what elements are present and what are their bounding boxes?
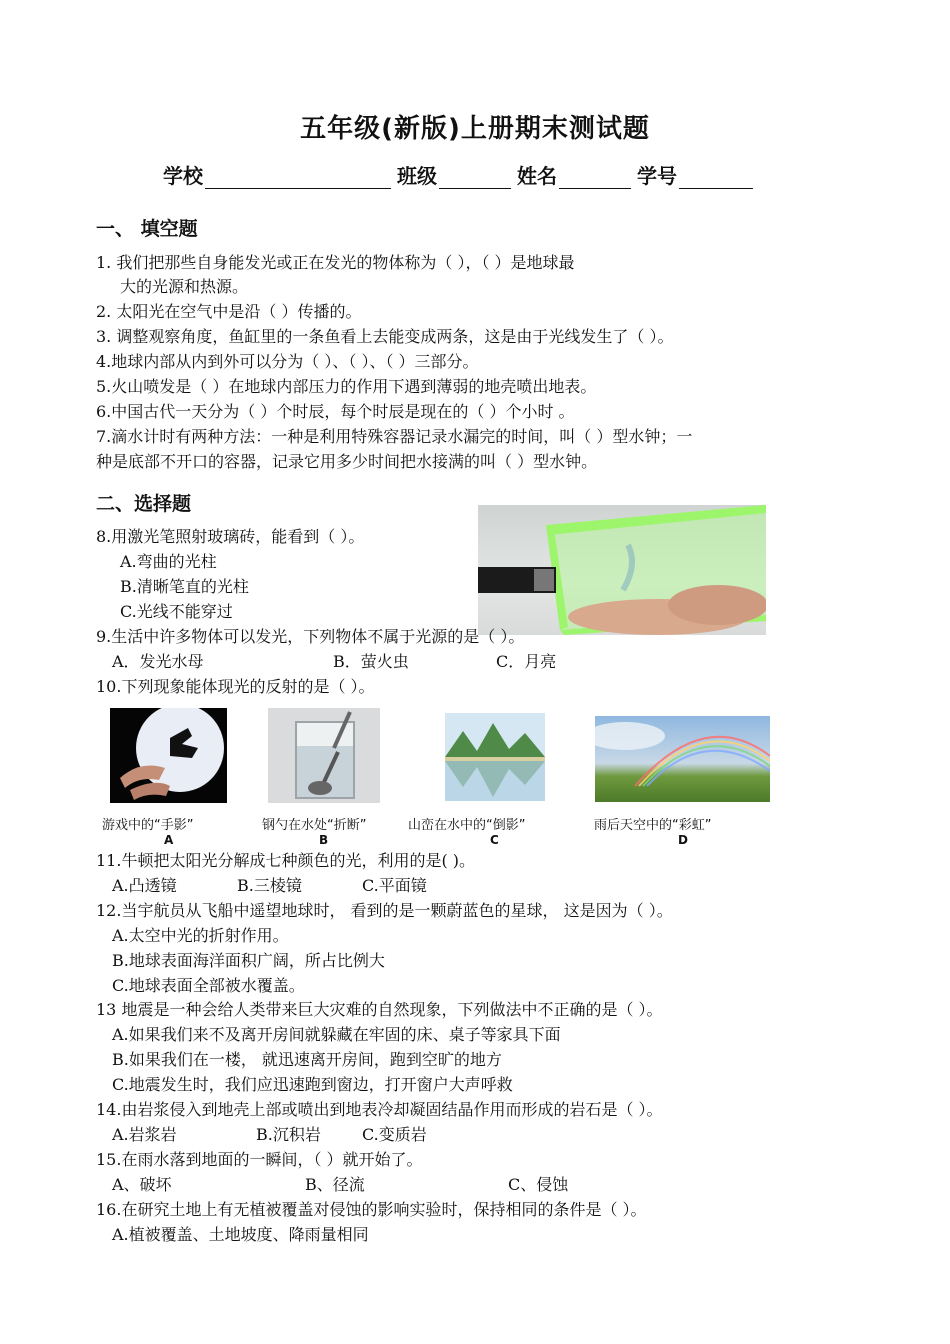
question-13-option-a[interactable]: A.如果我们来不及离开房间就躲藏在牢固的床、桌子等家具下面 (112, 1025, 561, 1044)
question-8-option-a[interactable]: A.弯曲的光柱 (120, 552, 217, 571)
laser-glass-photo (478, 505, 766, 635)
question-10: 10.下列现象能体现光的反射的是（ ）。 (96, 677, 375, 696)
class-label: 班级 (397, 164, 437, 188)
question-14-option-a[interactable]: A.岩浆岩 (112, 1125, 177, 1144)
caption-d: 雨后天空中的“彩虹” (594, 818, 712, 833)
question-9-option-c[interactable]: C．月亮 (496, 652, 557, 671)
mountain-reflection-photo (445, 713, 545, 801)
caption-a: 游戏中的“手影” (102, 818, 194, 833)
question-6: 6.中国古代一天分为（ ）个时辰，每个时辰是现在的（ ）个小时 。 (96, 402, 575, 421)
question-13: 13 地震是一种会给人类带来巨大灾难的自然现象，下列做法中不正确的是（ ）。 (96, 1000, 663, 1019)
question-12-option-c[interactable]: C.地球表面全部被水覆盖。 (112, 976, 305, 995)
caption-b: 钢勺在水处“折断” (262, 818, 367, 833)
hand-shadow-photo (110, 708, 227, 803)
question-15-option-a[interactable]: A、破坏 (112, 1175, 172, 1194)
question-13-option-c[interactable]: C.地震发生时，我们应迅速跑到窗边，打开窗户大声呼救 (112, 1075, 513, 1094)
question-11-option-a[interactable]: A.凸透镜 (112, 876, 177, 895)
number-label: 学号 (637, 164, 677, 188)
rainbow-photo (595, 716, 770, 802)
question-12: 12.当宇航员从飞船中遥望地球时， 看到的是一颗蔚蓝色的星球， 这是因为（ ）。 (96, 901, 673, 920)
question-16-option-a[interactable]: A.植被覆盖、土地坡度、降雨量相同 (112, 1225, 369, 1244)
question-7-line-1: 7.滴水计时有两种方法：一种是利用特殊容器记录水漏完的时间，叫（ ）型水钟；一 (96, 427, 693, 446)
question-8-option-b[interactable]: B.清晰笔直的光柱 (120, 577, 249, 596)
spoon-in-water-photo (268, 708, 380, 803)
question-11-option-c[interactable]: C.平面镜 (362, 876, 427, 895)
question-15: 15.在雨水落到地面的一瞬间，（ ）就开始了。 (96, 1150, 423, 1169)
letter-b[interactable]: B (319, 833, 329, 847)
question-9-option-b[interactable]: B．萤火虫 (333, 652, 409, 671)
question-11: 11.牛顿把太阳光分解成七种颜色的光，利用的是( )。 (96, 851, 476, 870)
student-info-row (163, 160, 759, 189)
question-15-option-b[interactable]: B、径流 (305, 1175, 365, 1194)
question-16: 16.在研究土地上有无植被覆盖对侵蚀的影响实验时，保持相同的条件是（ ）。 (96, 1200, 647, 1219)
question-15-option-c[interactable]: C、侵蚀 (508, 1175, 569, 1194)
class-blank[interactable] (439, 166, 511, 189)
question-8: 8.用激光笔照射玻璃砖，能看到（ ）。 (96, 527, 365, 546)
letter-a[interactable]: A (164, 833, 174, 847)
question-14: 14.由岩浆侵入到地壳上部或喷出到地表冷却凝固结晶作用而形成的岩石是（ ）。 (96, 1100, 663, 1119)
section-multiple-choice: 二、选择题 (96, 493, 192, 515)
question-14-option-b[interactable]: B.沉积岩 (256, 1125, 321, 1144)
question-3: 3. 调整观察角度，鱼缸里的一条鱼看上去能变成两条，这是由于光线发生了（ ）。 (96, 327, 674, 346)
school-label: 学校 (163, 164, 203, 188)
name-label: 姓名 (517, 164, 557, 188)
question-5: 5.火山喷发是（ ）在地球内部压力的作用下遇到薄弱的地壳喷出地表。 (96, 377, 597, 396)
question-12-option-b[interactable]: B.地球表面海洋面积广阔，所占比例大 (112, 951, 385, 970)
section-fill-in: 一、 填空题 (96, 218, 198, 240)
letter-d[interactable]: D (678, 833, 688, 847)
question-14-option-c[interactable]: C.变质岩 (362, 1125, 427, 1144)
name-blank[interactable] (559, 166, 631, 189)
number-blank[interactable] (679, 166, 753, 189)
question-9-option-a[interactable]: A．发光水母 (112, 652, 204, 671)
school-blank[interactable] (205, 166, 391, 189)
question-12-option-a[interactable]: A.太空中光的折射作用。 (112, 926, 289, 945)
letter-c[interactable]: C (490, 833, 499, 847)
page-title: 五年级(新版)上册期末测试题 (300, 114, 650, 144)
question-13-option-b[interactable]: B.如果我们在一楼， 就迅速离开房间，跑到空旷的地方 (112, 1050, 502, 1069)
caption-c: 山峦在水中的“倒影” (408, 818, 526, 833)
question-9: 9.生活中许多物体可以发光，下列物体不属于光源的是（ ）。 (96, 627, 525, 646)
question-7-line-2: 种是底部不开口的容器，记录它用多少时间把水接满的叫（ ）型水钟。 (96, 452, 598, 471)
question-2: 2. 太阳光在空气中是沿（ ）传播的。 (96, 302, 362, 321)
question-1-line-1: 1. 我们把那些自身能发光或正在发光的物体称为（ ），（ ）是地球最 (96, 253, 575, 272)
question-1-line-2: 大的光源和热源。 (120, 277, 249, 296)
question-8-option-c[interactable]: C.光线不能穿过 (120, 602, 233, 621)
question-4: 4.地球内部从内到外可以分为（ ）、（ ）、（ ）三部分。 (96, 352, 479, 371)
question-11-option-b[interactable]: B.三棱镜 (237, 876, 302, 895)
